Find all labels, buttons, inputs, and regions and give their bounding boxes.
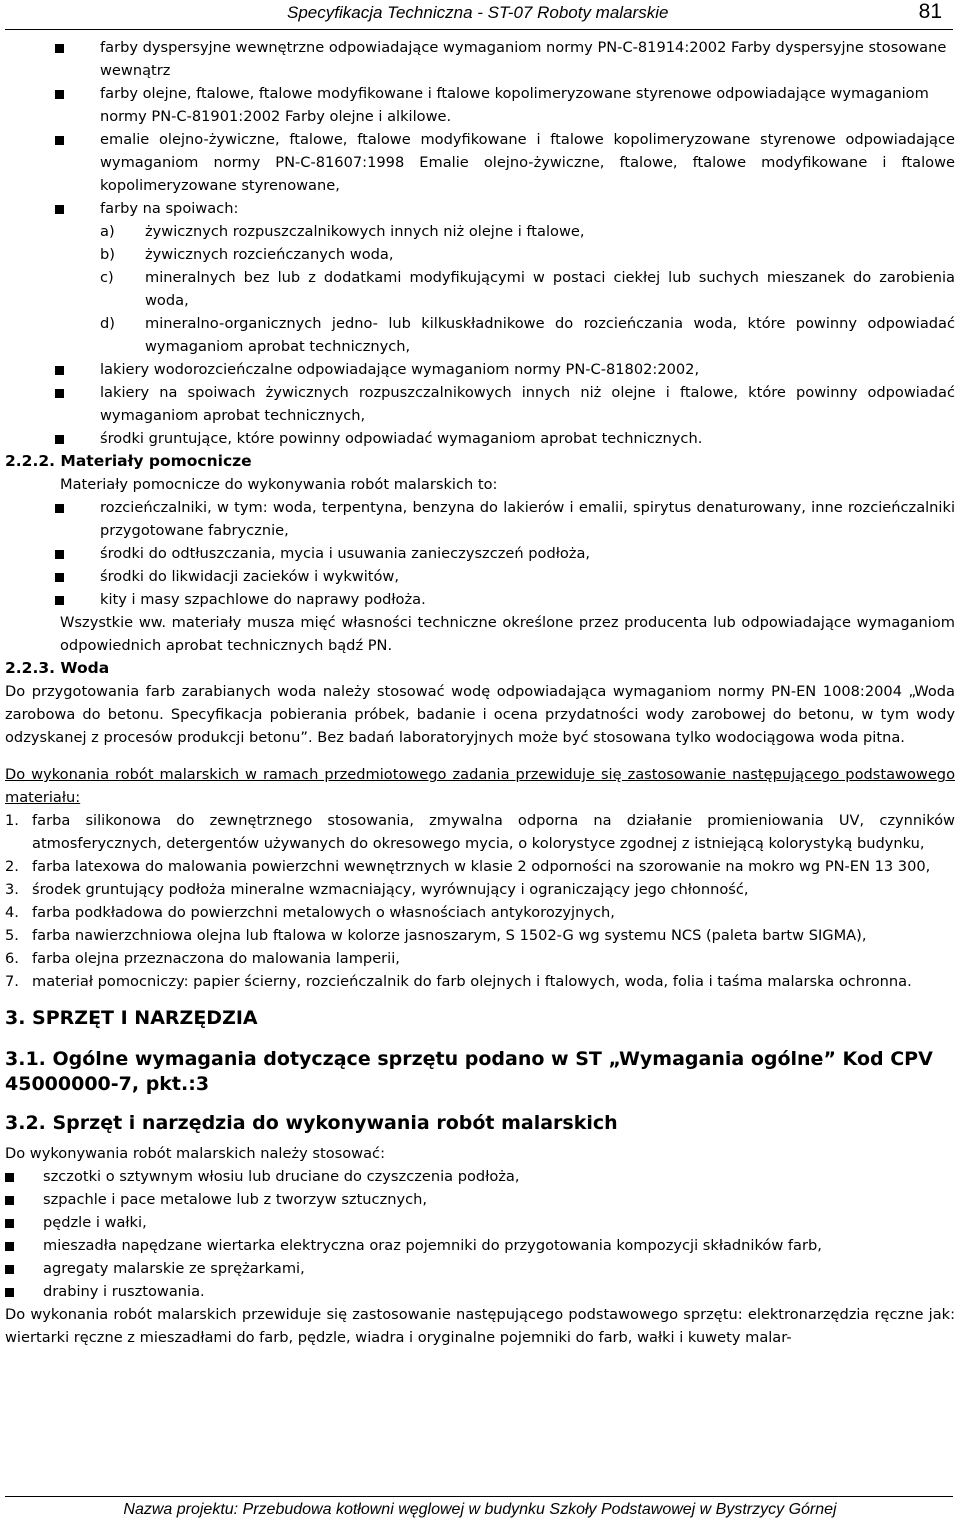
list-item: emalie olejno-żywiczne, ftalowe, ftalowe modyfikowane i ftalowe kopolimeryzowane styrenowe odpowiadające wymaganiom normy PN-C-81607:1998 Emalie olejno-żywiczne, ftalowe, ftalowe modyfikowane i ftalowe kopolimeryzowane styrenowane, [5, 128, 955, 197]
section-heading-3-2: 3.2. Sprzęt i narzędzia do wykonywania robót malarskich [5, 1112, 618, 1134]
sub-list-item: c) mineralnych bez lub z dodatkami modyfikującymi w postaci ciekłej lub suchych mieszanek do zarobienia woda, [100, 269, 955, 309]
numbered-item: 4. farba podkładowa do powierzchni metalowych o własnościach antykorozyjnych, [5, 904, 615, 921]
bullet-icon [5, 1173, 14, 1182]
document-body [5, 36, 955, 1349]
bullet-icon [5, 1265, 14, 1274]
section-heading-3-1: 3.1. Ogólne wymagania dotyczące sprzętu podano w ST „Wymagania ogólne” Kod CPV 45000000-7, pkt.:3 [5, 1048, 933, 1095]
list-item: agregaty malarskie ze sprężarkami, [5, 1257, 955, 1280]
paragraph: Do przygotowania farb zarabianych woda należy stosować wodę odpowiadająca wymaganiom normy PN-EN 1008:2004 „Woda zarobowa do betonu. Specyfikacja pobierania próbek, badanie i ocena przydatności wody zarobowej do betonu, w tym wody odzyskanej z procesów produkcji betonu”. Bez badań laboratoryjnych może być stosowana tylko wodociągowa woda pitna. [5, 683, 955, 746]
bullet-icon [55, 136, 64, 145]
list-item: szczotki o sztywnym włosiu lub druciane do czyszczenia podłoża, [5, 1165, 955, 1188]
bullet-icon [55, 596, 64, 605]
sub-list-item: a) żywicznych rozpuszczalnikowych innych niż olejne i ftalowe, [100, 223, 585, 240]
numbered-item: 2. farba latexowa do malowania powierzchni wewnętrznych w klasie 2 odporności na szorowanie na mokro wg PN-EN 13 300, [5, 858, 931, 875]
numbered-item: 3. środek gruntujący podłoża mineralne wzmacniający, wyrównujący i ograniczający jego chłonność, [5, 881, 749, 898]
bullet-icon [5, 1288, 14, 1297]
bullet-icon [5, 1242, 14, 1251]
footer-divider [5, 1496, 953, 1497]
list-item: szpachle i pace metalowe lub z tworzyw sztucznych, [5, 1188, 955, 1211]
paragraph: Wszystkie ww. materiały musza mięć własności techniczne określone przez producenta lub odpowiadające wymaganiom odpowiednich aprobat technicznych bądź PN. [60, 614, 955, 654]
list-item: środki do odtłuszczania, mycia i usuwania zanieczyszczeń podłoża, [5, 542, 955, 565]
bullet-icon [55, 504, 64, 513]
list-item: lakiery wodorozcieńczalne odpowiadające wymaganiom normy PN-C-81802:2002, [5, 358, 955, 381]
section-heading-materialy-pomocnicze: 2.2.2. Materiały pomocnicze [5, 452, 252, 470]
list-item: farby na spoiwach: [5, 197, 955, 220]
list-item: farby dyspersyjne wewnętrzne odpowiadające wymaganiom normy PN-C-81914:2002 Farby dyspersyjne stosowane wewnątrz [5, 36, 955, 82]
materials-intro: Do wykonania robót malarskich w ramach przedmiotowego zadania przewiduje się zastosowanie następującego podstawowego materiału: [5, 766, 955, 806]
bullet-icon [55, 435, 64, 444]
sub-list-item: d) mineralno-organicznych jedno- lub kilkuskładnikowe do rozcieńczania woda, które powinny odpowiadać wymaganiom aprobat technicznych, [100, 315, 955, 355]
project-name: Nazwa projektu: Przebudowa kotłowni węglowej w budynku Szkoły Podstawowej w Bystrzycy Górnej [123, 1501, 837, 1518]
list-item: środki do likwidacji zacieków i wykwitów, [5, 565, 955, 588]
paragraph: Do wykonania robót malarskich przewiduje się zastosowanie następującego podstawowego sprzętu: elektronarzędzia ręczne jak: wiertarki ręczne z mieszadłami do farb, pędzle, wiadra i oryginalne pojemniki do farb, wałki i kuwety malar- [5, 1306, 955, 1346]
bullet-icon [5, 1196, 14, 1205]
bullet-icon [55, 44, 64, 53]
list-item: środki gruntujące, które powinny odpowiadać wymaganiom aprobat technicznych. [5, 427, 955, 450]
list-item: drabiny i rusztowania. [5, 1280, 955, 1303]
bullet-icon [55, 550, 64, 559]
document-title: Specyfikacja Techniczna - ST-07 Roboty malarskie [287, 3, 669, 22]
numbered-item: 6. farba olejna przeznaczona do malowania lamperii, [5, 950, 400, 967]
header-divider [5, 29, 953, 30]
bullet-icon [55, 573, 64, 582]
list-item: pędzle i wałki, [5, 1211, 955, 1234]
bullet-icon [55, 389, 64, 398]
bullet-icon [5, 1219, 14, 1228]
numbered-item: 1. farba silikonowa do zewnętrznego stosowania, zmywalna odporna na działanie promieniowania UV, czynników atmosferycznych, detergentów używanych do okresowego mycia, o kolorystyce zgodnej z istniejącą kolorystyką budynku, [5, 812, 955, 852]
bullet-icon [55, 205, 64, 214]
bullet-icon [55, 366, 64, 375]
page-footer [0, 1490, 960, 1522]
numbered-item: 5. farba nawierzchniowa olejna lub ftalowa w kolorze jasnoszarym, S 1502-G wg systemu NCS (paleta bartw SIGMA), [5, 927, 867, 944]
list-item: farby olejne, ftalowe, ftalowe modyfikowane i ftalowe kopolimeryzowane styrenowe odpowiadające wymaganiom normy PN-C-81901:2002 Farby olejne i alkilowe. [5, 82, 955, 128]
list-item: rozcieńczalniki, w tym: woda, terpentyna, benzyna do lakierów i emalii, spirytus denaturowany, inne rozcieńczalniki przygotowane fabrycznie, [5, 496, 955, 542]
paragraph: Materiały pomocnicze do wykonywania robót malarskich to: [60, 476, 498, 493]
sub-list-item: b) żywicznych rozcieńczanych woda, [100, 246, 394, 263]
list-item: lakiery na spoiwach żywicznych rozpuszczalnikowych innych niż olejne i ftalowe, które powinny odpowiadać wymaganiom aprobat technicznych, [5, 381, 955, 427]
numbered-item: 7. materiał pomocniczy: papier ścierny, rozcieńczalnik do farb olejnych i ftalowych, woda, folia i taśma malarska ochronna. [5, 973, 912, 990]
list-item: kity i masy szpachlowe do naprawy podłoża. [5, 588, 955, 611]
section-heading-woda: 2.2.3. Woda [5, 659, 110, 677]
list-item: mieszadła napędzane wiertarka elektryczna oraz pojemniki do przygotowania kompozycji składników farb, [5, 1234, 955, 1257]
page-number: 81 [918, 0, 942, 23]
paragraph: Do wykonywania robót malarskich należy stosować: [5, 1145, 385, 1162]
bullet-icon [55, 90, 64, 99]
page-header [0, 0, 960, 30]
section-heading-sprzet: 3. SPRZĘT I NARZĘDZIA [5, 1007, 258, 1029]
